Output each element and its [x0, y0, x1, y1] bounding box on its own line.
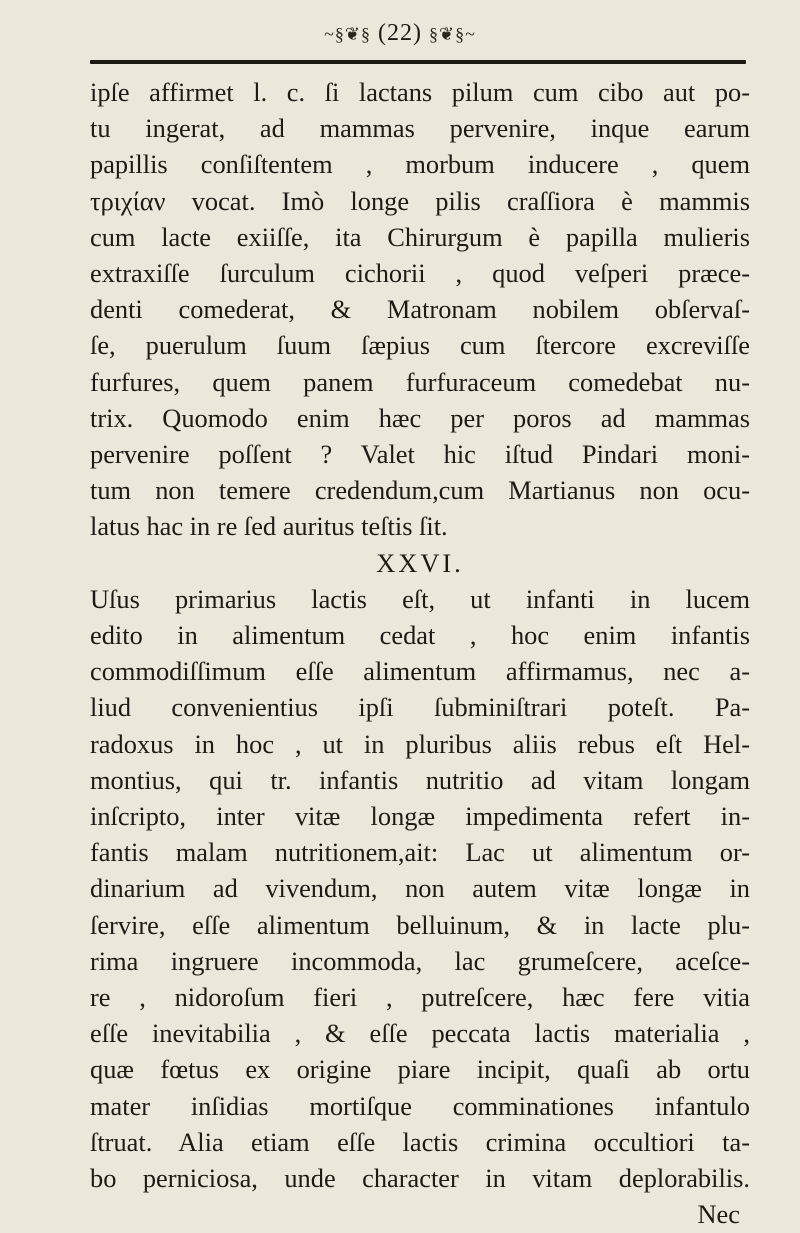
catchword: Nec: [697, 1199, 740, 1230]
text-line: montius, qui tr. infantis nutritio ad vitam longam: [90, 764, 750, 795]
text-line: inſcripto, inter vitæ longæ impedimenta refert in-: [90, 801, 750, 832]
text-line: edito in alimentum cedat , hoc enim infantis: [90, 620, 750, 651]
text-line: quæ fœtus ex origine piare incipit, quaſi ab ortu: [90, 1054, 750, 1085]
text-line: fantis malam nutritionem,ait: Lac ut alimentum or-: [90, 837, 750, 868]
text-line: furfures, quem panem furfuraceum comedebat nu-: [90, 366, 750, 397]
text-line: ſervire, eſſe alimentum belluinum, & in lacte plu-: [90, 909, 750, 940]
running-header: [0, 20, 800, 47]
text-line: latus hac in re ſed auritus teſtis ſit.: [90, 511, 448, 542]
text-line: τριχίαν vocat. Imò longe pilis craſſiora è mammis: [90, 185, 750, 216]
text-line: denti comederat, & Matronam nobilem obſervaſ-: [90, 294, 750, 325]
text-line: ipſe affirmet l. c. ſi lactans pilum cum cibo aut po-: [90, 77, 750, 107]
text-line: trix. Quomodo enim hæc per poros ad mammas: [90, 402, 750, 433]
header-rule: [90, 60, 746, 64]
section-heading: XXVI.: [376, 547, 464, 578]
text-line: ſtruat. Alia etiam eſſe lactis crimina occultiori ta-: [90, 1126, 750, 1157]
text-line: papillis conſiſtentem , morbum inducere , quem: [90, 149, 750, 180]
text-line: bo perniciosa, unde character in vitam deplorabilis.: [90, 1163, 750, 1194]
text-line: mater inſidias mortiſque comminationes infantulo: [90, 1090, 750, 1121]
text-line: pervenire poſſent ? Valet hic iſtud Pindari moni-: [90, 439, 750, 470]
body-text: [90, 74, 750, 1233]
text-line: ſe, puerulum ſuum ſæpius cum ſtercore excreviſſe: [90, 330, 750, 361]
text-line: cum lacte exiiſſe, ita Chirurgum è papilla mulieris: [90, 221, 750, 252]
left-ornament: ~§❦§: [324, 24, 371, 44]
text-line: commodiſſimum eſſe alimentum affirmamus, nec a-: [90, 656, 750, 687]
text-line: tu ingerat, ad mammas pervenire, inque earum: [90, 113, 750, 144]
text-line: Uſus primarius lactis eſt, ut infanti in lucem: [90, 583, 750, 614]
text-line: extraxiſſe ſurculum cichorii , quod veſperi præce-: [90, 258, 750, 289]
text-line: liud convenientius ipſi ſubminiſtrari poteſt. Pa-: [90, 692, 750, 723]
right-ornament: §❦§~: [428, 24, 476, 44]
text-line: radoxus in hoc , ut in pluribus aliis rebus eſt Hel-: [90, 728, 750, 759]
text-line: eſſe inevitabilia , & eſſe peccata lactis materialia ,: [90, 1018, 750, 1049]
text-line: rima ingruere incommoda, lac grumeſcere, aceſce-: [90, 945, 750, 976]
text-line: tum non temere credendum,cum Martianus non ocu-: [90, 475, 750, 506]
page-number: (22): [378, 20, 422, 46]
text-line: re , nidoroſum fieri , putreſcere, hæc fere vitia: [90, 982, 750, 1013]
text-line: dinarium ad vivendum, non autem vitæ longæ in: [90, 873, 750, 904]
